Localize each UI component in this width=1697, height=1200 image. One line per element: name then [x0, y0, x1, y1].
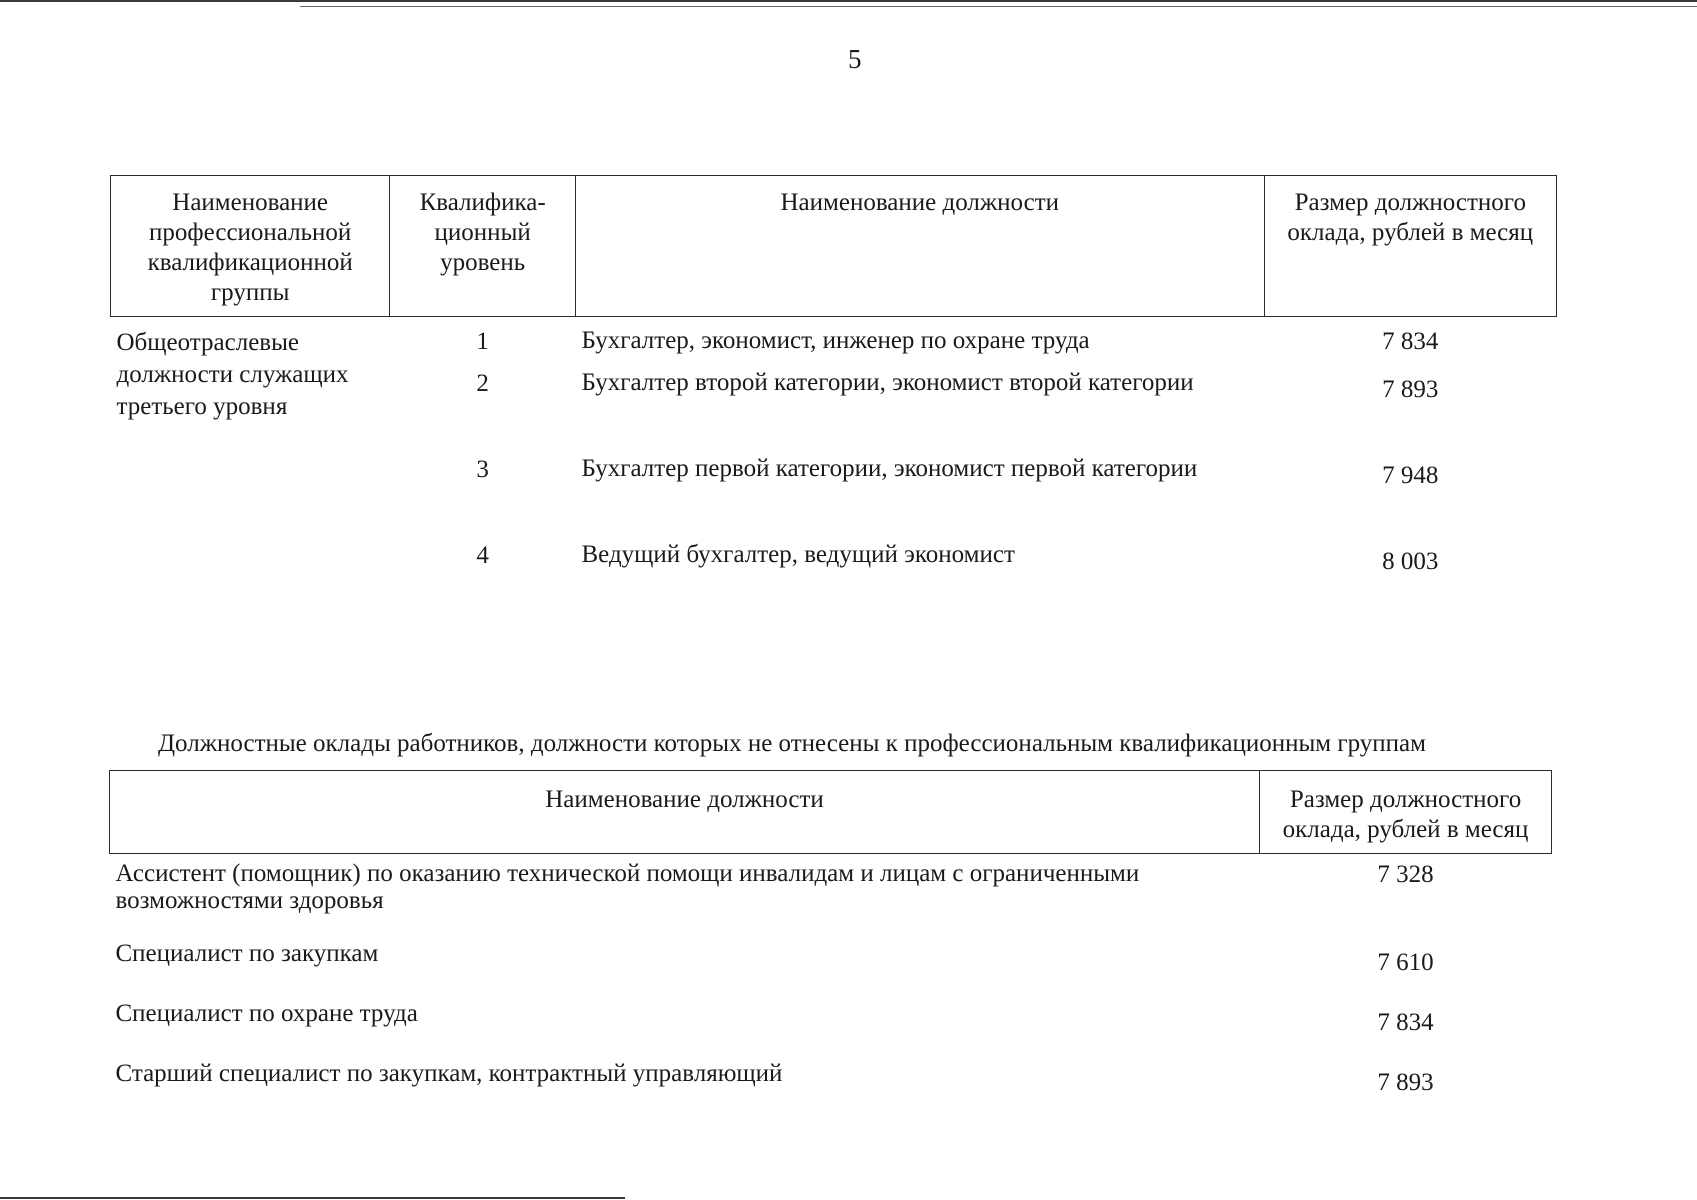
scan-border-top-inner	[300, 6, 1697, 7]
level-cell: 2	[476, 370, 489, 397]
salary-cell: 7 948	[1382, 462, 1439, 489]
table-row	[110, 940, 1552, 1000]
section-title: Должностные оклады работников, должности которых не отнесены к профессиональным квалификационным группам	[158, 730, 1426, 757]
scan-border-top	[0, 0, 1697, 2]
table-row	[111, 317, 1557, 370]
header-salary: Размер должностного оклада, рублей в месяц	[1260, 771, 1552, 854]
level-cell: 3	[476, 456, 489, 483]
salary-cell: 7 893	[1382, 376, 1439, 403]
position-cell: Специалист по закупкам	[115, 940, 379, 967]
table-header-row	[111, 176, 1557, 317]
position-cell: Старший специалист по закупкам, контрактный управляющий	[115, 1060, 783, 1087]
salary-cell: 8 003	[1382, 548, 1439, 575]
position-cell: Бухгалтер второй категории, экономист второй категории	[581, 369, 1194, 396]
header-group-name: Наименование профессиональной квалификационной группы	[111, 176, 390, 317]
table-row	[110, 1060, 1552, 1120]
position-cell: Ассистент (помощник) по оказанию технической помощи инвалидам и лицам с ограниченными возможностями здоровья	[115, 860, 1140, 914]
level-cell: 1	[476, 328, 489, 355]
header-salary: Размер должностного оклада, рублей в месяц	[1264, 176, 1556, 317]
table-row	[110, 854, 1552, 941]
position-cell: Бухгалтер, экономист, инженер по охране труда	[581, 327, 1090, 354]
table-header-row	[110, 771, 1552, 854]
salary-cell: 7 610	[1377, 949, 1434, 976]
salary-cell: 7 328	[1377, 861, 1434, 888]
header-qualification-level: Квалифика-ционный уровень	[390, 176, 576, 317]
salary-cell: 7 834	[1377, 1009, 1434, 1036]
level-cell: 4	[476, 542, 489, 569]
table-row	[110, 1000, 1552, 1060]
other-positions-table	[109, 770, 1552, 1120]
position-cell: Специалист по охране труда	[115, 1000, 418, 1027]
header-position-name: Наименование должности	[110, 771, 1260, 854]
salary-cell: 7 834	[1382, 328, 1439, 355]
position-cell: Ведущий бухгалтер, ведущий экономист	[581, 541, 1015, 568]
scan-border-bottom	[0, 1197, 625, 1199]
salary-cell: 7 893	[1377, 1069, 1434, 1096]
header-position-name: Наименование должности	[576, 176, 1265, 317]
group-name-cell: Общеотраслевые должности служащих третьего уровня	[116, 329, 349, 420]
position-cell: Бухгалтер первой категории, экономист первой категории	[581, 455, 1198, 482]
page-number: 5	[848, 44, 862, 74]
qualification-groups-table	[110, 175, 1557, 587]
